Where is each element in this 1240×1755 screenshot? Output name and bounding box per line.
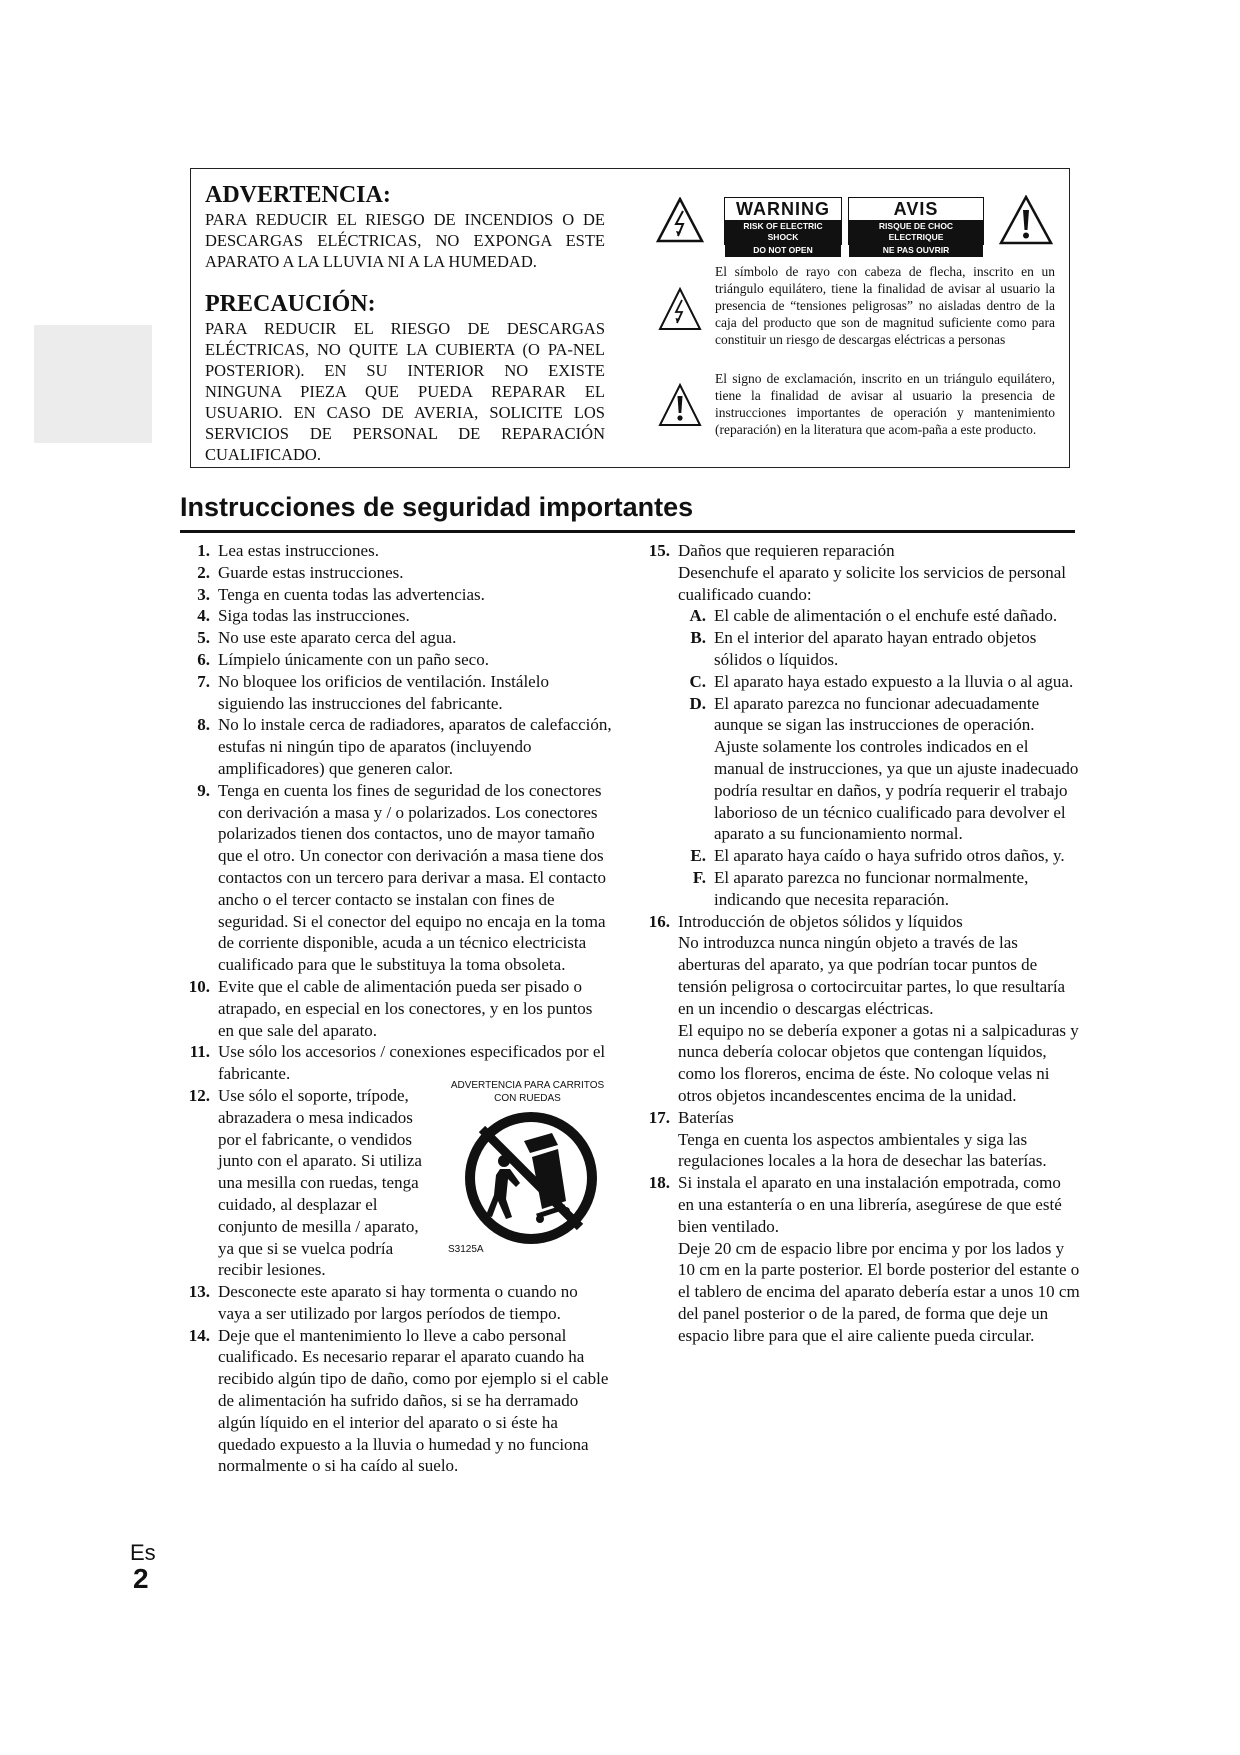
warning-label-title: WARNING [736,199,830,219]
item-number: 2. [197,562,210,582]
list-item-15 [640,540,1080,911]
list-item [180,649,612,671]
cart-caption-1: ADVERTENCIA PARA CARRITOS [450,1079,605,1091]
avis-label-title: AVIS [893,199,939,219]
sub-item [678,627,1080,671]
item-18-body [678,1172,1080,1346]
lightning-triangle-icon [658,287,702,331]
cart-caption-2: CON RUEDAS [494,1092,561,1104]
sub-item [678,867,1080,911]
item-text: No bloquee los orificios de ventilación. Instálelo siguiendo las instrucciones del fabricante. [218,671,549,713]
sub-item [678,845,1080,867]
list-item [180,1325,612,1478]
sub-item-text: El aparato parezca no funcionar adecuadamente aunque se sigan las instrucciones de operación. Ajuste solamente los controles indicados en el manual de instrucciones, ya que un ajuste inadecuado podría resultar en daños, y podría requerir el trabajo laborioso de un técnico cualificado para devolver el aparato a su funcionamiento normal. [714,693,1079,844]
left-items-after-list [180,1281,612,1477]
warning-label-sub1: RISK OF ELECTRIC SHOCK [725,220,841,244]
sub-item-text: En el interior del aparato hayan entrado objetos sólidos o líquidos. [714,628,1037,669]
item-number: 4. [197,606,210,626]
item-number: 1. [197,541,210,560]
item-number: 5. [197,628,210,648]
sub-item-letter: E. [690,846,706,866]
item-12-line: una mesilla con ruedas, tenga [218,1173,419,1193]
sub-item [678,693,1080,846]
sub-item-letter: C. [689,671,706,691]
item-number: 11. [189,1042,210,1062]
item-15-title: Daños que requieren reparación [678,541,895,560]
right-column [640,540,1080,1346]
sub-item [678,671,1080,693]
avis-label [848,197,984,255]
item-number: 8. [197,715,210,735]
item-number: 12. [188,1085,210,1105]
item-17-title: Baterías [678,1107,734,1127]
sub-item-letter: B. [690,628,706,648]
item-18-p2: Deje 20 cm de espacio libre por encima y por los lados y 10 cm en la parte posterior. El borde posterior del estante o el tablero de encima del aparato debería estar a unos 10 cm del panel posterior o de la pared, de forma que deje un espacio libre para que el aire caliente pueda circular. [678,1238,1080,1345]
left-column [180,540,612,1477]
item-17-body [678,1107,1080,1172]
item-text: Desconecte este aparato si hay tormenta o cuando no vaya a ser utilizado por largos períodos de tiempo. [218,1282,578,1323]
item-12-line: ya que si se vuelca podría [218,1238,394,1258]
item-number: 15. [648,541,670,560]
item-text: Tenga en cuenta todas las advertencias. [218,584,485,604]
item-12-line: conjunto de mesilla / aparato, [218,1216,419,1236]
item-text: Deje que el mantenimiento lo lleve a cabo personal cualificado. Es necesario reparar el aparato cuando ha recibido algún tipo de daño, como por ejemplo si el cable de alimentación ha sufrido daños, si se ha derramado algún líquido en el interior del aparato o si éste ha quedado expuesto a la lluvia o humedad y no funciona normalmente o si ha caído al suelo. [218,1325,609,1476]
item-16-body [678,911,1080,1107]
list-item [180,562,612,584]
item-text: Evite que el cable de alimentación pueda ser pisado o atrapado, en especial en los conectores, y en los puntos en que sale del aparato. [218,976,593,1040]
advertencia-text: PARA REDUCIR EL RIESGO DE INCENDIOS O DE DESCARGAS ELÉCTRICAS, NO EXPONGA ESTE APARATO A LA LLUVIA NI A LA HUMEDAD. [205,210,605,271]
item-number: 18. [648,1173,670,1193]
cart-warning-figure [440,1079,615,1259]
side-tab [34,325,152,443]
item-text: Tenga en cuenta los fines de seguridad de los conectores con derivación a masa y / o polarizados. Los conectores polarizados tienen dos contactos, uno de mayor tamaño que el otro. Un conector con derivación a masa tiene dos contactos con un tercero para derivar a masa. El contacto ancho o el tercer contacto se instalan con fines de seguridad. Si el conector del equipo no encaja en la toma de corriente disponible, acuda a un técnico electricista cualificado para que le substituya la toma obsoleta. [218,780,606,975]
avis-label-sub1: RISQUE DE CHOC ELECTRIQUE [849,220,983,244]
exclamation-triangle-icon [658,383,702,427]
list-item [180,780,612,976]
avis-label-sub2: NE PAS OUVRIR [849,244,983,257]
section-title: Instrucciones de seguridad importantes [180,492,694,522]
item-number: 3. [197,584,210,604]
left-items-list [180,540,612,1085]
precaucion-text: PARA REDUCIR EL RIESGO DE DESCARGAS ELÉCTRICAS, NO QUITE LA CUBIERTA (O PA-NEL POSTERIOR). EN SU INTERIOR NO EXISTE NINGUNA PIEZA QUE PUEDA REPARAR EL USUARIO. EN CASO DE AVERIA, SOLICITE LOS SERVICIOS DE PERSONAL DE REPARACIÓN CUALIFICADO. [205,319,605,464]
item-number: 16. [648,911,670,931]
list-item [180,1281,612,1325]
item-12-line: cuidado, al desplazar el [218,1194,378,1214]
item-15-body [678,540,1080,911]
sub-item-text: El aparato parezca no funcionar normalmente, indicando que necesita reparación. [714,867,1029,909]
item-text: No use este aparato cerca del agua. [218,628,457,648]
page-number: 2 [133,1563,149,1594]
item-18-p1: Si instala el aparato en una instalación empotrada, como en una estantería o en una librería, asegúrese de que esté bien ventilado. [678,1173,1062,1236]
item-text: Lea estas instrucciones. [218,541,379,560]
title-rule [180,530,1075,533]
lightning-explanation: El símbolo de rayo con cabeza de flecha, inscrito en un triángulo equilátero, tiene la finalidad de avisar al usuario la presencia de “tensiones peligrosas” no aisladas dentro de la caja del producto que son de magnitud suficiente como para constituir un riesgo de descargas eléctricas a personas [715,264,1055,347]
item-12-line: recibir lesiones. [218,1260,326,1280]
list-item [180,714,612,779]
item-12-line: abrazadera o mesa indicados [218,1107,413,1127]
item-number: 17. [648,1107,670,1127]
item-number: 7. [197,671,210,691]
warning-label-sub2: DO NOT OPEN [725,244,841,257]
sub-item-text: El aparato haya estado expuesto a la lluvia o al agua. [714,671,1074,691]
page-language: Es [130,1540,156,1565]
item-number: 14. [188,1325,210,1345]
item-12-line: por el fabricante, o vendidos [218,1129,413,1149]
item-number: 6. [197,649,210,669]
item-text: No lo instale cerca de radiadores, aparatos de calefacción, estufas ni ningún tipo de aparatos (incluyendo amplificadores) que generen calor. [218,715,612,778]
cart-code: S3125A [448,1243,484,1255]
item-number: 13. [188,1282,210,1302]
list-item-16 [640,911,1080,1107]
item-number: 9. [197,780,210,800]
exclamation-warning-icon [999,195,1053,245]
list-item [180,671,612,715]
item-16-title: Introducción de objetos sólidos y líquidos [678,911,963,931]
item-15-intro: Desenchufe el aparato y solicite los servicios de personal cualificado cuando: [678,562,1067,604]
list-item [180,584,612,606]
precaucion-title: PRECAUCIÓN: [205,291,376,317]
item-12-line: junto con el aparato. Si utiliza [218,1151,422,1171]
item-text: Use sólo los accesorios / conexiones especificados por el fabricante. [218,1042,606,1084]
item-12-line: Use sólo el soporte, trípode, [218,1085,409,1105]
list-item [180,627,612,649]
cart-tipover-icon [462,1109,600,1247]
exclamation-explanation: El signo de exclamación, inscrito en un triángulo equilátero, tiene la finalidad de avisar al usuario la presencia de instrucciones importantes de operación y mantenimiento (reparación) en la literatura que acom-paña a este producto. [715,371,1055,437]
item-16-p1: No introduzca nunca ningún objeto a través de las aberturas del aparato, ya que podrían tocar puntos de tensión peligrosa o cortocircuitar partes, lo que resultaría en un incendio o descargas eléctricas. [678,933,1066,1018]
item-17-p1: Tenga en cuenta los aspectos ambientales y siga las regulaciones locales a la hora de desechar las baterías. [678,1129,1047,1171]
lightning-warning-icon [656,197,704,243]
sub-item-letter: F. [692,867,706,887]
sub-item-letter: A. [689,606,706,626]
sub-item-text: El aparato haya caído o haya sufrido otros daños, y. [714,846,1065,866]
warning-label [724,197,842,255]
sub-item [678,605,1080,627]
item-text: Siga todas las instrucciones. [218,606,410,626]
list-item-17 [640,1107,1080,1172]
list-item [180,976,612,1041]
warning-box [190,168,1070,468]
list-item-18 [640,1172,1080,1346]
item-text: Límpielo únicamente con un paño seco. [218,649,489,669]
list-item [180,540,612,562]
sub-item-text: El cable de alimentación o el enchufe esté dañado. [714,606,1058,626]
item-15-subitems [678,605,1080,910]
list-item [180,605,612,627]
item-number: 10. [188,976,210,996]
item-text: Guarde estas instrucciones. [218,562,404,582]
warning-text-block [205,181,605,465]
advertencia-title: ADVERTENCIA: [205,182,391,208]
list-item-12 [180,1079,612,1281]
item-16-p2: El equipo no se debería exponer a gotas ni a salpicaduras y nunca debería colocar objetos que contengan líquidos, como los floreros, encima de éste. No coloque velas ni otros objetos incandescentes encima de la unidad. [678,1020,1079,1105]
sub-item-letter: D. [689,693,706,713]
